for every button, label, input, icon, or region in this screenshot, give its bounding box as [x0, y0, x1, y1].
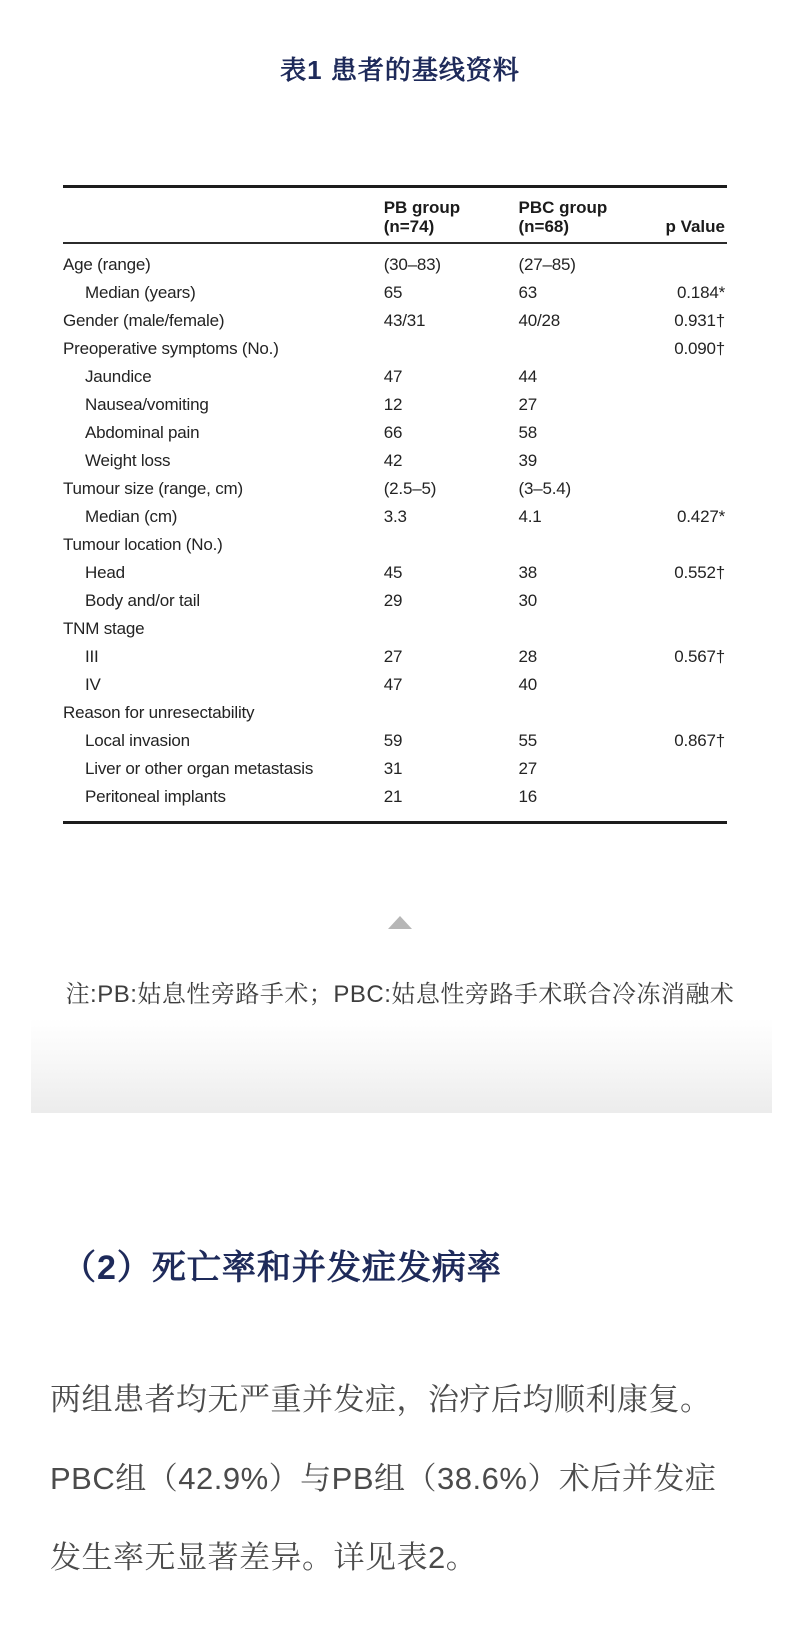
pbc-value: [518, 335, 644, 363]
pb-value: [384, 335, 519, 363]
pbc-value: 44: [518, 367, 537, 386]
section2-heading: （2）死亡率和并发症发病率: [62, 1249, 502, 1287]
p-value: [645, 699, 727, 727]
table-row: [63, 727, 727, 755]
row-label: Median (years): [85, 283, 196, 302]
p-value: [645, 783, 727, 823]
row-label: Jaundice: [85, 367, 152, 386]
p-value: [645, 475, 727, 503]
table-header-row: [63, 187, 727, 244]
table-body: [63, 243, 727, 823]
pbc-value: 63: [518, 283, 537, 302]
pbc-value: 40/28: [518, 311, 561, 330]
pb-value: 27: [383, 647, 403, 666]
collapse-up-arrow-icon[interactable]: [388, 916, 412, 929]
baseline-characteristics-table: [63, 185, 727, 824]
table-row: [63, 475, 727, 503]
pbc-value: 28: [518, 647, 537, 666]
paragraph-line: PBC组（42.9%）与PB组（38.6%）术后并发症: [50, 1461, 717, 1496]
p-value: 0.552†: [674, 563, 725, 582]
table-row: [63, 783, 727, 823]
table-row: [63, 671, 727, 699]
pbc-value: [518, 615, 644, 643]
pbc-value: 58: [518, 423, 537, 442]
table-row: [63, 447, 727, 475]
p-value: 0.931†: [674, 311, 725, 330]
pb-value: 21: [383, 787, 403, 806]
row-label: Gender (male/female): [63, 311, 225, 330]
row-label: Tumour size (range, cm): [63, 479, 243, 498]
pb-value: 47: [383, 367, 403, 386]
col-header-empty: [63, 187, 384, 244]
pb-value: 65: [383, 283, 403, 302]
pb-value: 29: [383, 591, 403, 610]
pbc-group-n: (n=68): [518, 217, 570, 236]
pb-value: 12: [383, 395, 403, 414]
pb-group-label: PB group: [383, 198, 461, 217]
table-row: [63, 419, 727, 447]
pbc-value: [518, 699, 644, 727]
pb-value: (30–83): [383, 255, 441, 274]
table-row: [63, 363, 727, 391]
pb-value: [384, 531, 519, 559]
pb-value: 42: [383, 451, 403, 470]
row-label: TNM stage: [63, 619, 145, 638]
row-label: Nausea/vomiting: [85, 395, 209, 414]
table-row: [63, 391, 727, 419]
p-value: [645, 671, 727, 699]
table1: [63, 185, 727, 824]
body-paragraph: [50, 1382, 762, 1619]
pbc-value: (27–85): [518, 255, 576, 274]
table-row: [63, 243, 727, 279]
table-row: [63, 615, 727, 643]
table-row: [63, 503, 727, 531]
pb-value: 59: [383, 731, 403, 750]
pbc-value: 38: [518, 563, 537, 582]
row-label: IV: [85, 675, 101, 694]
p-value: [645, 243, 727, 279]
pb-value: [384, 699, 519, 727]
p-value: 0.090†: [674, 339, 725, 358]
pbc-value: 27: [518, 395, 537, 414]
pbc-value: 55: [518, 731, 537, 750]
table-row: [63, 643, 727, 671]
pbc-value: (3–5.4): [518, 479, 571, 498]
p-value: [645, 391, 727, 419]
pbc-value: 16: [518, 787, 537, 806]
col-header-p-value: p Value: [645, 187, 727, 244]
pbc-value: [518, 531, 644, 559]
pbc-value: 4.1: [518, 507, 542, 526]
pb-group-n: (n=74): [383, 217, 435, 236]
paragraph-line: 发生率无显著差异。详见表2。: [50, 1540, 478, 1575]
row-label: Local invasion: [85, 731, 190, 750]
pbc-value: 30: [518, 591, 537, 610]
p-value: 0.567†: [674, 647, 725, 666]
p-value: [645, 363, 727, 391]
pb-value: [384, 615, 519, 643]
pb-value: 47: [383, 675, 403, 694]
p-value: [645, 587, 727, 615]
row-label: Abdominal pain: [85, 423, 200, 442]
row-label: Head: [85, 563, 125, 582]
row-label: Liver or other organ metastasis: [85, 759, 314, 778]
table-row: [63, 755, 727, 783]
pb-value: 3.3: [383, 507, 407, 526]
pbc-value: 39: [518, 451, 537, 470]
p-value: [645, 755, 727, 783]
table-row: [63, 559, 727, 587]
row-label: Median (cm): [85, 507, 178, 526]
fade-gradient: [31, 1018, 772, 1113]
row-label: Weight loss: [85, 451, 171, 470]
table-row: [63, 335, 727, 363]
row-label: Tumour location (No.): [63, 535, 223, 554]
p-value: [645, 447, 727, 475]
row-label: Peritoneal implants: [85, 787, 226, 806]
pb-value: 66: [383, 423, 403, 442]
table-row: [63, 307, 727, 335]
pb-value: 31: [383, 759, 403, 778]
col-header-pbc-group: [518, 187, 644, 244]
pb-value: 45: [383, 563, 403, 582]
row-label: III: [85, 647, 99, 666]
p-value: 0.867†: [674, 731, 725, 750]
pb-value: (2.5–5): [383, 479, 437, 498]
p-value: [645, 531, 727, 559]
pbc-group-label: PBC group: [518, 198, 608, 217]
table-row: [63, 531, 727, 559]
table-row: [63, 279, 727, 307]
p-value: 0.184*: [677, 283, 725, 302]
pbc-value: 27: [518, 759, 537, 778]
pbc-value: 40: [518, 675, 537, 694]
table-footnote: 注:PB:姑息性旁路手术；PBC:姑息性旁路手术联合冷冻消融术: [65, 981, 735, 1008]
table1-caption: 表1 患者的基线资料: [280, 55, 520, 85]
p-value: 0.427*: [677, 507, 725, 526]
table-row: [63, 587, 727, 615]
table-row: [63, 699, 727, 727]
col-header-pb-group: [384, 187, 519, 244]
p-value: [645, 615, 727, 643]
row-label: Preoperative symptoms (No.): [63, 339, 279, 358]
row-label: Reason for unresectability: [63, 703, 255, 722]
pb-value: 43/31: [383, 311, 426, 330]
row-label: Age (range): [63, 255, 151, 274]
row-label: Body and/or tail: [85, 591, 200, 610]
paragraph-line: 两组患者均无严重并发症，治疗后均顺利康复。: [50, 1382, 712, 1417]
p-value: [645, 419, 727, 447]
